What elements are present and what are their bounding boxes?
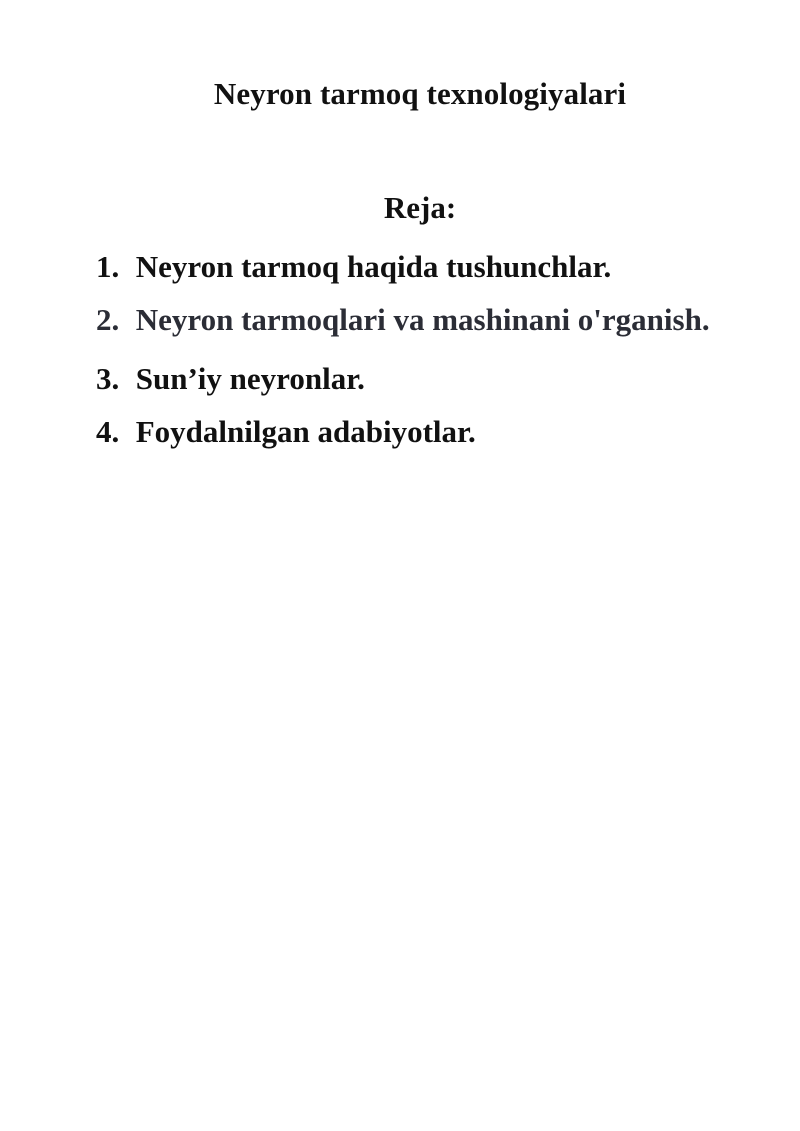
document-title: Neyron tarmoq texnologiyalari — [213, 76, 627, 111]
plan-item-text: Neyron tarmoq haqida tushunchlar. — [135, 249, 612, 284]
plan-item — [96, 302, 710, 338]
plan-item — [96, 249, 611, 285]
plan-item-text: Sun’iy neyronlar. — [135, 361, 365, 396]
plan-item-number: 2. — [96, 302, 120, 337]
plan-item — [96, 414, 476, 450]
plan-item-text: Foydalnilgan adabiyotlar. — [135, 414, 476, 449]
plan-heading: Reja: — [383, 190, 457, 225]
plan-item-number: 4. — [96, 414, 120, 449]
plan-item-text: Neyron tarmoqlari va mashinani o'rganish. — [135, 302, 710, 337]
plan-item-number: 1. — [96, 249, 120, 284]
plan-item — [96, 361, 365, 397]
plan-item-number: 3. — [96, 361, 120, 396]
